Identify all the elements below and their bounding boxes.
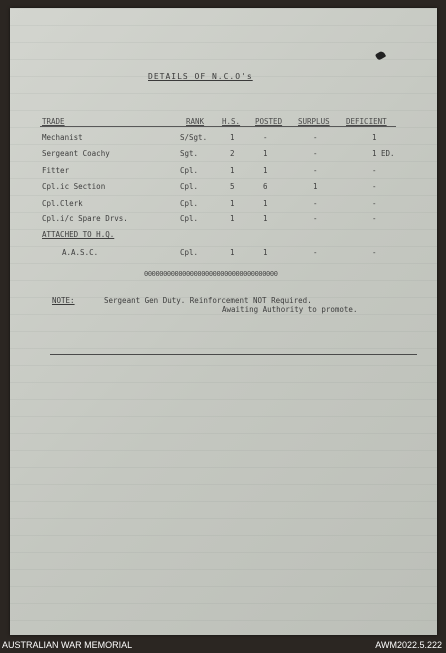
divider-zeros: 00000000000000000000000000000000000 — [144, 270, 278, 278]
note-line-1: Sergeant Gen Duty. Reinforcement NOT Required. — [104, 296, 312, 305]
attached-row-hs: 1 — [230, 248, 235, 257]
row-deficient: - — [372, 199, 377, 208]
header-deficient: DEFICIENT — [346, 117, 387, 126]
row-deficient: 1 — [372, 133, 377, 142]
attached-row-surplus: - — [313, 248, 318, 257]
attached-row-posted: 1 — [263, 248, 268, 257]
row-surplus: - — [313, 133, 318, 142]
row-rank: S/Sgt. — [180, 133, 208, 142]
row-surplus: 1 — [313, 182, 318, 191]
header-posted: POSTED — [255, 117, 283, 126]
row-rank: Cpl. — [180, 166, 199, 175]
row-posted: 6 — [263, 182, 268, 191]
row-trade: Mechanist — [42, 133, 83, 142]
row-hs: 5 — [230, 182, 235, 191]
note-line-2: Awaiting Authority to promote. — [222, 305, 358, 314]
header-trade: TRADE — [42, 117, 65, 126]
row-surplus: - — [313, 166, 318, 175]
row-hs: 1 — [230, 166, 235, 175]
footer-accession-number: AWM2022.5.222 — [375, 640, 442, 650]
row-hs: 2 — [230, 149, 235, 158]
row-deficient: - — [372, 182, 377, 191]
row-deficient: - — [372, 166, 377, 175]
row-surplus: - — [313, 199, 318, 208]
row-surplus: - — [313, 149, 318, 158]
note-label: NOTE: — [52, 296, 75, 305]
row-rank: Cpl. — [180, 199, 199, 208]
row-posted: 1 — [263, 166, 268, 175]
row-rank: Sgt. — [180, 149, 199, 158]
footer-credit: AUSTRALIAN WAR MEMORIAL — [2, 640, 133, 650]
row-posted: 1 — [263, 199, 268, 208]
row-hs: 1 — [230, 214, 235, 223]
row-hs: 1 — [230, 199, 235, 208]
header-surplus: SURPLUS — [298, 117, 330, 126]
attached-heading: ATTACHED TO H.Q. — [42, 230, 115, 239]
row-posted: - — [263, 133, 268, 142]
row-trade: Cpl.i/c Spare Drvs. — [42, 214, 128, 223]
row-rank: Cpl. — [180, 214, 199, 223]
row-trade: Cpl.ic Section — [42, 182, 106, 191]
attached-row-trade: A.A.S.C. — [62, 248, 99, 257]
row-posted: 1 — [263, 149, 268, 158]
row-deficient: 1 ED. — [372, 149, 395, 158]
row-trade: Cpl.Clerk — [42, 199, 83, 208]
header-rank: RANK — [186, 117, 205, 126]
row-deficient: - — [372, 214, 377, 223]
attached-row-rank: Cpl. — [180, 248, 199, 257]
bottom-rule — [50, 354, 417, 355]
row-trade: Fitter — [42, 166, 70, 175]
attached-row-deficient: - — [372, 248, 377, 257]
row-trade: Sergeant Coachy — [42, 149, 110, 158]
row-posted: 1 — [263, 214, 268, 223]
header-hs: H.S. — [222, 117, 241, 126]
row-hs: 1 — [230, 133, 235, 142]
row-rank: Cpl. — [180, 182, 199, 191]
header-rule — [40, 126, 396, 127]
document-page — [10, 8, 437, 635]
document-title: DETAILS OF N.C.O's — [148, 72, 253, 81]
row-surplus: - — [313, 214, 318, 223]
